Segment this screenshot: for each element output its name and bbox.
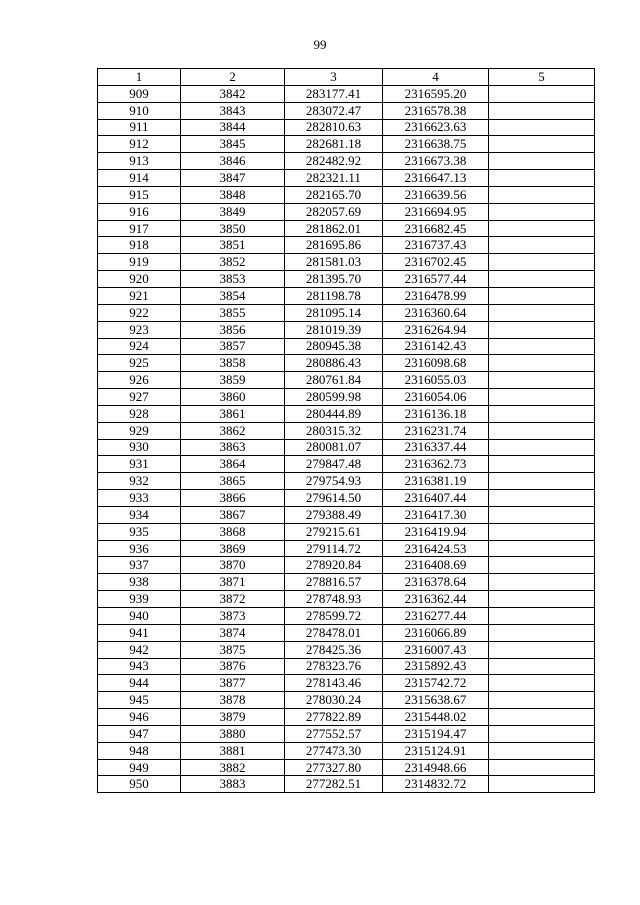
y-coordinate-cell: 2316264.94 <box>383 321 489 338</box>
note-cell <box>489 85 595 102</box>
note-cell <box>489 776 595 793</box>
note-cell <box>489 725 595 742</box>
x-coordinate-cell: 282482.92 <box>285 153 383 170</box>
id-cell: 3842 <box>181 85 285 102</box>
id-cell: 3877 <box>181 675 285 692</box>
point-number-cell: 909 <box>98 85 181 102</box>
table-row <box>98 456 595 473</box>
table-row <box>98 641 595 658</box>
x-coordinate-cell: 282057.69 <box>285 203 383 220</box>
point-number-cell: 932 <box>98 473 181 490</box>
y-coordinate-cell: 2316360.64 <box>383 304 489 321</box>
x-coordinate-cell: 280599.98 <box>285 389 383 406</box>
y-coordinate-cell: 2316098.68 <box>383 355 489 372</box>
table-row <box>98 692 595 709</box>
y-coordinate-cell: 2316638.75 <box>383 136 489 153</box>
y-coordinate-cell: 2316595.20 <box>383 85 489 102</box>
header-cell-4: 4 <box>383 69 489 86</box>
point-number-cell: 939 <box>98 591 181 608</box>
table-row <box>98 574 595 591</box>
page-number: 99 <box>313 37 327 52</box>
y-coordinate-cell: 2316419.94 <box>383 523 489 540</box>
table-row <box>98 304 595 321</box>
point-number-cell: 925 <box>98 355 181 372</box>
note-cell <box>489 321 595 338</box>
point-number-cell: 936 <box>98 540 181 557</box>
y-coordinate-cell: 2316424.53 <box>383 540 489 557</box>
note-cell <box>489 422 595 439</box>
point-number-cell: 942 <box>98 641 181 658</box>
point-number-cell: 911 <box>98 119 181 136</box>
note-cell <box>489 608 595 625</box>
table-row <box>98 405 595 422</box>
note-cell <box>489 540 595 557</box>
note-cell <box>489 506 595 523</box>
id-cell: 3858 <box>181 355 285 372</box>
note-cell <box>489 557 595 574</box>
table-row <box>98 608 595 625</box>
point-number-cell: 933 <box>98 490 181 507</box>
y-coordinate-cell: 2314948.66 <box>383 759 489 776</box>
note-cell <box>489 338 595 355</box>
id-cell: 3868 <box>181 523 285 540</box>
point-number-cell: 946 <box>98 709 181 726</box>
note-cell <box>489 456 595 473</box>
y-coordinate-cell: 2316407.44 <box>383 490 489 507</box>
id-cell: 3874 <box>181 624 285 641</box>
x-coordinate-cell: 279614.50 <box>285 490 383 507</box>
y-coordinate-cell: 2316277.44 <box>383 608 489 625</box>
table-row <box>98 523 595 540</box>
y-coordinate-cell: 2315638.67 <box>383 692 489 709</box>
x-coordinate-cell: 277473.30 <box>285 742 383 759</box>
note-cell <box>489 523 595 540</box>
point-number-cell: 922 <box>98 304 181 321</box>
point-number-cell: 934 <box>98 506 181 523</box>
table-row <box>98 389 595 406</box>
x-coordinate-cell: 278143.46 <box>285 675 383 692</box>
point-number-cell: 913 <box>98 153 181 170</box>
point-number-cell: 950 <box>98 776 181 793</box>
point-number-cell: 945 <box>98 692 181 709</box>
x-coordinate-cell: 280761.84 <box>285 372 383 389</box>
note-cell <box>489 271 595 288</box>
id-cell: 3866 <box>181 490 285 507</box>
x-coordinate-cell: 280315.32 <box>285 422 383 439</box>
y-coordinate-cell: 2316478.99 <box>383 287 489 304</box>
table-row <box>98 624 595 641</box>
table-row <box>98 658 595 675</box>
point-number-cell: 944 <box>98 675 181 692</box>
point-number-cell: 912 <box>98 136 181 153</box>
header-cell-3: 3 <box>285 69 383 86</box>
point-number-cell: 928 <box>98 405 181 422</box>
note-cell <box>489 186 595 203</box>
y-coordinate-cell: 2315448.02 <box>383 709 489 726</box>
point-number-cell: 924 <box>98 338 181 355</box>
id-cell: 3867 <box>181 506 285 523</box>
point-number-cell: 947 <box>98 725 181 742</box>
table-row <box>98 557 595 574</box>
id-cell: 3849 <box>181 203 285 220</box>
id-cell: 3871 <box>181 574 285 591</box>
y-coordinate-cell: 2316362.44 <box>383 591 489 608</box>
note-cell <box>489 389 595 406</box>
x-coordinate-cell: 278425.36 <box>285 641 383 658</box>
id-cell: 3853 <box>181 271 285 288</box>
x-coordinate-cell: 280444.89 <box>285 405 383 422</box>
table-header-row <box>98 69 595 86</box>
id-cell: 3863 <box>181 439 285 456</box>
header-cell-1: 1 <box>98 69 181 86</box>
point-number-cell: 917 <box>98 220 181 237</box>
y-coordinate-cell: 2316142.43 <box>383 338 489 355</box>
y-coordinate-cell: 2316337.44 <box>383 439 489 456</box>
x-coordinate-cell: 282321.11 <box>285 170 383 187</box>
y-coordinate-cell: 2316577.44 <box>383 271 489 288</box>
id-cell: 3875 <box>181 641 285 658</box>
x-coordinate-cell: 279388.49 <box>285 506 383 523</box>
table-row <box>98 136 595 153</box>
y-coordinate-cell: 2315194.47 <box>383 725 489 742</box>
note-cell <box>489 641 595 658</box>
note-cell <box>489 439 595 456</box>
y-coordinate-cell: 2316578.38 <box>383 102 489 119</box>
id-cell: 3872 <box>181 591 285 608</box>
point-number-cell: 938 <box>98 574 181 591</box>
note-cell <box>489 473 595 490</box>
note-cell <box>489 102 595 119</box>
y-coordinate-cell: 2316639.56 <box>383 186 489 203</box>
id-cell: 3854 <box>181 287 285 304</box>
x-coordinate-cell: 280886.43 <box>285 355 383 372</box>
table-row <box>98 203 595 220</box>
point-number-cell: 923 <box>98 321 181 338</box>
y-coordinate-cell: 2314832.72 <box>383 776 489 793</box>
table-row <box>98 473 595 490</box>
id-cell: 3847 <box>181 170 285 187</box>
point-number-cell: 915 <box>98 186 181 203</box>
table-row <box>98 725 595 742</box>
table-body <box>98 69 595 793</box>
table-row <box>98 490 595 507</box>
x-coordinate-cell: 278599.72 <box>285 608 383 625</box>
note-cell <box>489 742 595 759</box>
note-cell <box>489 709 595 726</box>
x-coordinate-cell: 281395.70 <box>285 271 383 288</box>
table-row <box>98 540 595 557</box>
id-cell: 3879 <box>181 709 285 726</box>
x-coordinate-cell: 280945.38 <box>285 338 383 355</box>
x-coordinate-cell: 281019.39 <box>285 321 383 338</box>
note-cell <box>489 405 595 422</box>
x-coordinate-cell: 282165.70 <box>285 186 383 203</box>
point-number-cell: 929 <box>98 422 181 439</box>
id-cell: 3852 <box>181 254 285 271</box>
x-coordinate-cell: 283072.47 <box>285 102 383 119</box>
point-number-cell: 926 <box>98 372 181 389</box>
id-cell: 3880 <box>181 725 285 742</box>
note-cell <box>489 372 595 389</box>
table-row <box>98 422 595 439</box>
y-coordinate-cell: 2315892.43 <box>383 658 489 675</box>
id-cell: 3882 <box>181 759 285 776</box>
table-row <box>98 338 595 355</box>
id-cell: 3876 <box>181 658 285 675</box>
point-number-cell: 920 <box>98 271 181 288</box>
table-row <box>98 271 595 288</box>
point-number-cell: 943 <box>98 658 181 675</box>
y-coordinate-cell: 2316381.19 <box>383 473 489 490</box>
table-row <box>98 102 595 119</box>
note-cell <box>489 355 595 372</box>
table-row <box>98 170 595 187</box>
id-cell: 3861 <box>181 405 285 422</box>
x-coordinate-cell: 281198.78 <box>285 287 383 304</box>
y-coordinate-cell: 2316136.18 <box>383 405 489 422</box>
table-row <box>98 153 595 170</box>
note-cell <box>489 675 595 692</box>
table-row <box>98 355 595 372</box>
table-row <box>98 742 595 759</box>
y-coordinate-cell: 2316702.45 <box>383 254 489 271</box>
y-coordinate-cell: 2316231.74 <box>383 422 489 439</box>
x-coordinate-cell: 278920.84 <box>285 557 383 574</box>
y-coordinate-cell: 2316007.43 <box>383 641 489 658</box>
id-cell: 3881 <box>181 742 285 759</box>
note-cell <box>489 220 595 237</box>
x-coordinate-cell: 283177.41 <box>285 85 383 102</box>
point-number-cell: 937 <box>98 557 181 574</box>
x-coordinate-cell: 278816.57 <box>285 574 383 591</box>
y-coordinate-cell: 2316647.13 <box>383 170 489 187</box>
note-cell <box>489 624 595 641</box>
point-number-cell: 935 <box>98 523 181 540</box>
table-row <box>98 759 595 776</box>
y-coordinate-cell: 2315742.72 <box>383 675 489 692</box>
x-coordinate-cell: 278748.93 <box>285 591 383 608</box>
note-cell <box>489 203 595 220</box>
id-cell: 3851 <box>181 237 285 254</box>
table-row <box>98 254 595 271</box>
y-coordinate-cell: 2316054.06 <box>383 389 489 406</box>
point-number-cell: 949 <box>98 759 181 776</box>
table-row <box>98 237 595 254</box>
id-cell: 3846 <box>181 153 285 170</box>
y-coordinate-cell: 2316066.89 <box>383 624 489 641</box>
point-number-cell: 916 <box>98 203 181 220</box>
id-cell: 3855 <box>181 304 285 321</box>
point-number-cell: 918 <box>98 237 181 254</box>
point-number-cell: 914 <box>98 170 181 187</box>
header-cell-5: 5 <box>489 69 595 86</box>
x-coordinate-cell: 277282.51 <box>285 776 383 793</box>
x-coordinate-cell: 278323.76 <box>285 658 383 675</box>
id-cell: 3878 <box>181 692 285 709</box>
note-cell <box>489 658 595 675</box>
table-row <box>98 709 595 726</box>
id-cell: 3865 <box>181 473 285 490</box>
point-number-cell: 940 <box>98 608 181 625</box>
x-coordinate-cell: 281095.14 <box>285 304 383 321</box>
note-cell <box>489 692 595 709</box>
point-number-cell: 919 <box>98 254 181 271</box>
note-cell <box>489 153 595 170</box>
id-cell: 3883 <box>181 776 285 793</box>
y-coordinate-cell: 2316362.73 <box>383 456 489 473</box>
note-cell <box>489 490 595 507</box>
id-cell: 3850 <box>181 220 285 237</box>
x-coordinate-cell: 282810.63 <box>285 119 383 136</box>
table-row <box>98 287 595 304</box>
table-row <box>98 119 595 136</box>
point-number-cell: 910 <box>98 102 181 119</box>
y-coordinate-cell: 2316737.43 <box>383 237 489 254</box>
table-row <box>98 85 595 102</box>
table-row <box>98 591 595 608</box>
id-cell: 3862 <box>181 422 285 439</box>
point-number-cell: 941 <box>98 624 181 641</box>
id-cell: 3870 <box>181 557 285 574</box>
y-coordinate-cell: 2316623.63 <box>383 119 489 136</box>
x-coordinate-cell: 278478.01 <box>285 624 383 641</box>
x-coordinate-cell: 277327.80 <box>285 759 383 776</box>
note-cell <box>489 287 595 304</box>
y-coordinate-cell: 2316417.30 <box>383 506 489 523</box>
note-cell <box>489 759 595 776</box>
note-cell <box>489 136 595 153</box>
x-coordinate-cell: 279215.61 <box>285 523 383 540</box>
id-cell: 3848 <box>181 186 285 203</box>
note-cell <box>489 119 595 136</box>
point-number-cell: 930 <box>98 439 181 456</box>
note-cell <box>489 254 595 271</box>
table-row <box>98 439 595 456</box>
table-row <box>98 675 595 692</box>
x-coordinate-cell: 278030.24 <box>285 692 383 709</box>
note-cell <box>489 170 595 187</box>
x-coordinate-cell: 279847.48 <box>285 456 383 473</box>
note-cell <box>489 591 595 608</box>
coordinates-table <box>97 68 595 793</box>
point-number-cell: 927 <box>98 389 181 406</box>
y-coordinate-cell: 2316673.38 <box>383 153 489 170</box>
note-cell <box>489 304 595 321</box>
x-coordinate-cell: 279754.93 <box>285 473 383 490</box>
point-number-cell: 948 <box>98 742 181 759</box>
id-cell: 3843 <box>181 102 285 119</box>
note-cell <box>489 574 595 591</box>
table-row <box>98 506 595 523</box>
y-coordinate-cell: 2316055.03 <box>383 372 489 389</box>
y-coordinate-cell: 2316378.64 <box>383 574 489 591</box>
x-coordinate-cell: 282681.18 <box>285 136 383 153</box>
id-cell: 3860 <box>181 389 285 406</box>
x-coordinate-cell: 281695.86 <box>285 237 383 254</box>
id-cell: 3856 <box>181 321 285 338</box>
x-coordinate-cell: 281581.03 <box>285 254 383 271</box>
table-row <box>98 372 595 389</box>
id-cell: 3844 <box>181 119 285 136</box>
id-cell: 3869 <box>181 540 285 557</box>
table-row <box>98 186 595 203</box>
x-coordinate-cell: 277822.89 <box>285 709 383 726</box>
id-cell: 3857 <box>181 338 285 355</box>
x-coordinate-cell: 279114.72 <box>285 540 383 557</box>
y-coordinate-cell: 2315124.91 <box>383 742 489 759</box>
y-coordinate-cell: 2316682.45 <box>383 220 489 237</box>
point-number-cell: 931 <box>98 456 181 473</box>
id-cell: 3845 <box>181 136 285 153</box>
table-row <box>98 321 595 338</box>
id-cell: 3864 <box>181 456 285 473</box>
x-coordinate-cell: 277552.57 <box>285 725 383 742</box>
y-coordinate-cell: 2316694.95 <box>383 203 489 220</box>
y-coordinate-cell: 2316408.69 <box>383 557 489 574</box>
table-row <box>98 776 595 793</box>
header-cell-2: 2 <box>181 69 285 86</box>
point-number-cell: 921 <box>98 287 181 304</box>
note-cell <box>489 237 595 254</box>
x-coordinate-cell: 280081.07 <box>285 439 383 456</box>
id-cell: 3873 <box>181 608 285 625</box>
table-row <box>98 220 595 237</box>
x-coordinate-cell: 281862.01 <box>285 220 383 237</box>
id-cell: 3859 <box>181 372 285 389</box>
